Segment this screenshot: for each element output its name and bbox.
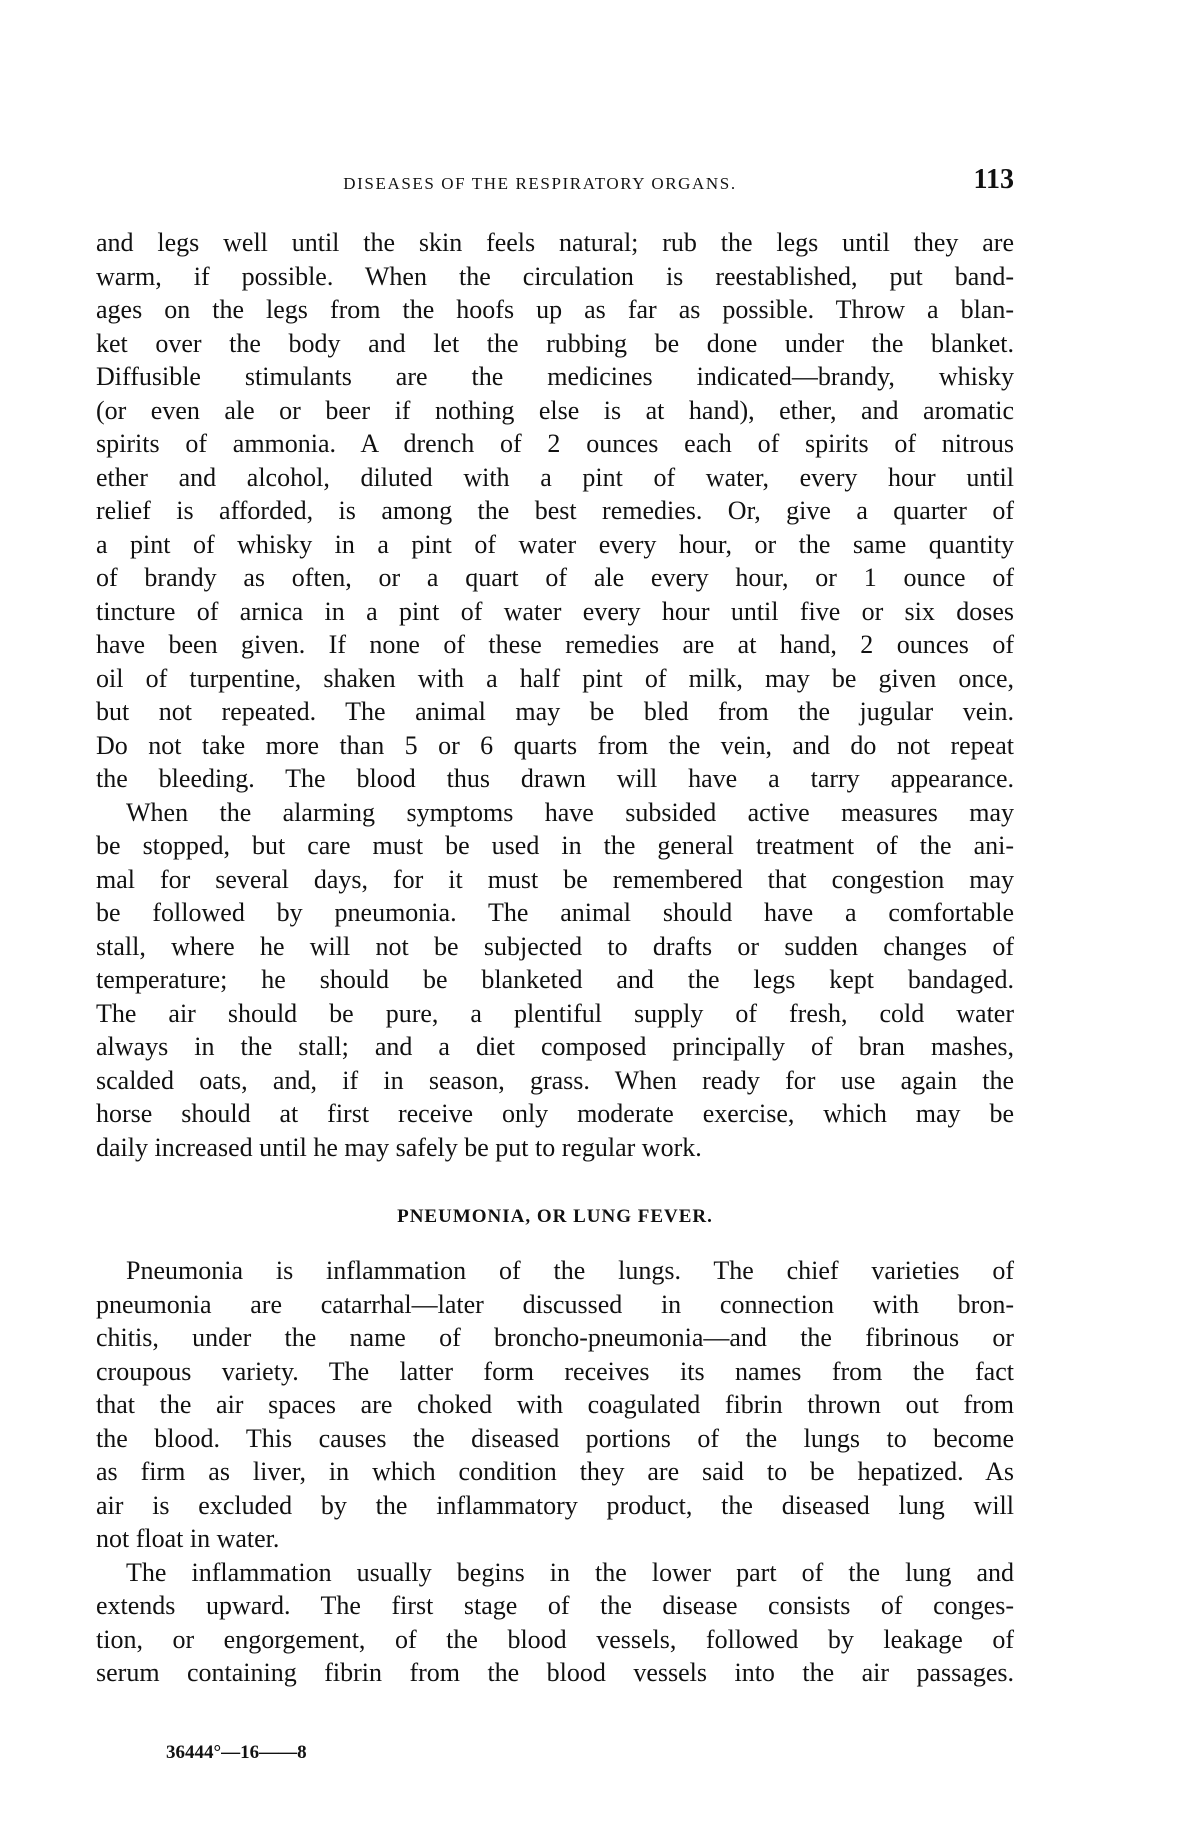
text-line: chitis, under the name of broncho-pneumonia—and the fibrinous or <box>96 1323 1014 1352</box>
section-heading: PNEUMONIA, OR LUNG FEVER. <box>397 1206 713 1227</box>
printer-signature-mark: 36444°—16——8 <box>166 1742 307 1763</box>
text-line: pneumonia are catarrhal—later discussed in connection with bron- <box>96 1289 1014 1319</box>
text-line: temperature; he should be blanketed and the legs kept bandaged. <box>96 965 1014 994</box>
text-line: ages on the legs from the hoofs up as far as possible. Throw a blan- <box>96 295 1014 324</box>
text-line: but not repeated. The animal may be bled from the jugular vein. <box>96 697 1014 726</box>
paragraph-inflammation-stages <box>96 1556 1014 1690</box>
text-line: warm, if possible. When the circulation is reestablished, put band- <box>96 261 1014 291</box>
section-continued-treatment <box>96 226 1014 1164</box>
text-line: that the air spaces are choked with coagulated fibrin thrown out from <box>96 1390 1014 1419</box>
text-line: serum containing fibrin from the blood vessels into the air passages. <box>96 1658 1014 1687</box>
text-line: be followed by pneumonia. The animal should have a comfortable <box>96 898 1014 927</box>
text-line: The inflammation usually begins in the lower part of the lung and <box>126 1557 1014 1587</box>
text-line: (or even ale or beer if nothing else is at hand), ether, and aromatic <box>96 395 1014 425</box>
text-line: and legs well until the skin feels natural; rub the legs until they are <box>96 228 1014 257</box>
text-line: of brandy as often, or a quart of ale every hour, or 1 ounce of <box>96 563 1014 592</box>
text-line: always in the stall; and a diet composed principally of bran mashes, <box>96 1032 1014 1061</box>
paragraph-after-care <box>96 796 1014 1165</box>
text-line: oil of turpentine, shaken with a half pint of milk, may be given once, <box>96 663 1014 693</box>
paragraph-stimulant-treatment <box>96 226 1014 796</box>
paragraph-pneumonia-definition <box>96 1254 1014 1556</box>
text-line: a pint of whisky in a pint of water every hour, or the same quantity <box>96 529 1014 559</box>
text-line: mal for several days, for it must be remembered that congestion may <box>96 864 1014 894</box>
text-line: Diffusible stimulants are the medicines indicated—brandy, whisky <box>96 362 1014 391</box>
text-line: air is excluded by the inflammatory product, the diseased lung will <box>96 1490 1014 1520</box>
running-head <box>96 164 1014 200</box>
text-line: Pneumonia is inflammation of the lungs. The chief varieties of <box>126 1256 1014 1285</box>
text-line: as firm as liver, in which condition they are said to be hepatized. As <box>96 1457 1014 1486</box>
text-line: croupous variety. The latter form receives its names from the fact <box>96 1356 1014 1386</box>
text-line: horse should at first receive only moderate exercise, which may be <box>96 1099 1014 1128</box>
running-title-text: DISEASES OF THE RESPIRATORY ORGANS. <box>343 174 737 193</box>
text-line: the bleeding. The blood thus drawn will have a tarry appearance. <box>96 764 1014 793</box>
text-line: extends upward. The first stage of the disease consists of conges- <box>96 1591 1014 1620</box>
text-line: ether and alcohol, diluted with a pint of water, every hour until <box>96 462 1014 492</box>
text-line: tion, or engorgement, of the blood vessels, followed by leakage of <box>96 1624 1014 1654</box>
text-line: tincture of arnica in a pint of water every hour until five or six doses <box>96 596 1014 626</box>
text-line: stall, where he will not be subjected to drafts or sudden changes of <box>96 931 1014 961</box>
body-text <box>96 226 1014 1690</box>
text-line: the blood. This causes the diseased portions of the lungs to become <box>96 1423 1014 1453</box>
text-line: Do not take more than 5 or 6 quarts from the vein, and do not repeat <box>96 730 1014 760</box>
text-line: be stopped, but care must be used in the general treatment of the ani- <box>96 831 1014 860</box>
text-line: ket over the body and let the rubbing be done under the blanket. <box>96 328 1014 358</box>
text-line: have been given. If none of these remedies are at hand, 2 ounces of <box>96 630 1014 659</box>
text-line: spirits of ammonia. A drench of 2 ounces each of spirits of nitrous <box>96 429 1014 458</box>
section-pneumonia <box>96 1206 1014 1690</box>
text-line: relief is afforded, is among the best remedies. Or, give a quarter of <box>96 496 1014 525</box>
text-line: daily increased until he may safely be put to regular work. <box>96 1132 702 1162</box>
text-line: The air should be pure, a plentiful supply of fresh, cold water <box>96 998 1014 1028</box>
running-title <box>96 174 1014 194</box>
page-number: 113 <box>973 164 1014 195</box>
text-line: scalded oats, and, if in season, grass. When ready for use again the <box>96 1065 1014 1095</box>
text-line: When the alarming symptoms have subsided active measures may <box>126 797 1014 827</box>
text-line: not float in water. <box>96 1524 280 1553</box>
